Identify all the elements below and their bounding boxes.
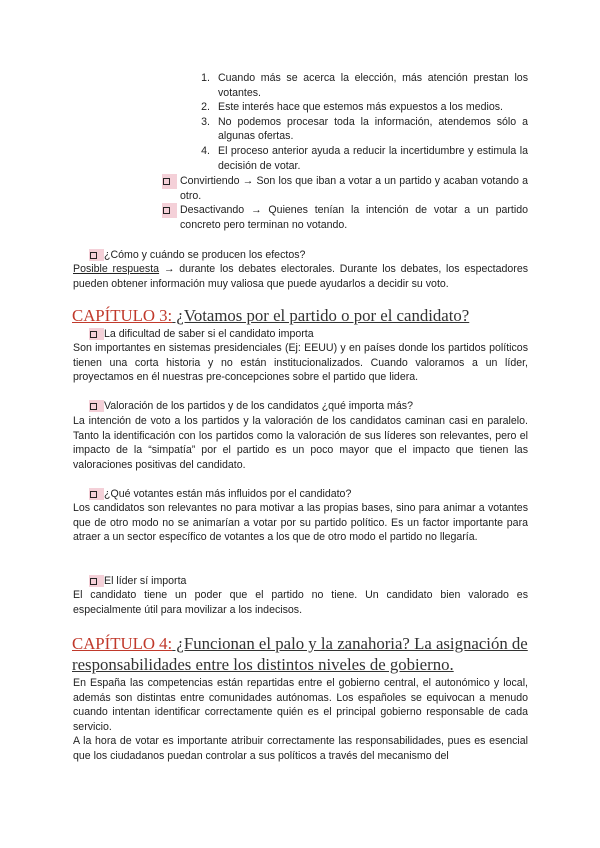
checkbox-icon — [89, 328, 104, 340]
paragraph-text: En España las competencias están repartidas entre el gobierno central, el autonómico y local, además son distintas entre comunidades autónomas. Los españoles se equivocan a menudo cuando intentan identificar correctamente quién es el principal gobierno responsable de cada servicio. — [73, 677, 528, 733]
numbered-list — [196, 71, 528, 173]
list-item — [163, 174, 528, 203]
checkbox-icon — [89, 575, 104, 587]
list-number: 1. — [201, 72, 210, 84]
chapter-title: ¿Funcionan el palo y la zanahoria? La asignación de responsabilidades entre los distintos niveles de gobierno. — [72, 634, 528, 674]
list-number: 3. — [201, 115, 210, 128]
checkbox-icon — [89, 488, 104, 500]
bullet-heading — [89, 248, 529, 263]
bullet-heading — [89, 327, 529, 342]
list-item — [196, 115, 528, 144]
list-item-text: Desactivando → Quienes tenían la intención de votar a un partido concreto pero terminan no votando. — [180, 204, 528, 231]
bullet-text: ¿Cómo y cuándo se producen los efectos? — [104, 249, 306, 261]
paragraph-text: La intención de voto a los partidos y la valoración de los candidatos caminan casi en paralelo. Tanto la identificación con los partidos como la valoración de sus líderes son relevantes, pero el impacto de la “simpatía” por el partido es un poco mayor que el impacto que tienen las valoraciones positivas del candidato. — [73, 415, 528, 471]
chapter-number: CAPÍTULO 3: — [72, 306, 173, 325]
list-item-text: No podemos procesar toda la información, atendemos sólo a algunas ofertas. — [218, 115, 528, 143]
paragraph — [73, 676, 528, 734]
paragraph-text: El candidato tiene un poder que el partido no tiene. Un candidato bien valorado es especialmente útil para movilizar a los indecisos. — [73, 589, 528, 616]
bullet-heading — [89, 574, 529, 589]
list-item — [196, 100, 528, 115]
paragraph — [73, 588, 528, 617]
bullet-text: El líder sí importa — [104, 575, 187, 587]
bullet-heading — [89, 399, 529, 414]
list-item — [196, 71, 528, 100]
list-number: 2. — [201, 101, 210, 114]
answer-text: → durante los debates electorales. Durante los debates, los espectadores pueden obtener información muy valiosa que puede ayudarlos a decidir su voto. — [73, 263, 529, 290]
checkbox-icon — [89, 400, 104, 412]
list-item-text: Este interés hace que estemos más expuestos a los medios. — [218, 101, 504, 114]
list-item-text: El proceso anterior ayuda a reducir la incertidumbre y estimula la decisión de votar. — [218, 144, 528, 172]
checkbox-icon — [162, 203, 177, 218]
list-item-text: Cuando más se acerca la elección, más atención prestan los votantes. — [218, 72, 528, 99]
paragraph-text: Los candidatos son relevantes no para motivar a las propias bases, sino para animar a votantes que de otro modo no se animarían a votar por su partido político. Es un factor importante para atraer a un sector específico de votantes a los que de otro modo el partido no llegaría. — [73, 502, 528, 544]
paragraph-text: A la hora de votar es importante atribuir correctamente las responsabilidades, pues es esencial que los ciudadanos puedan controlar a sus políticos a través del mecanismo del — [73, 735, 528, 762]
list-item-text: Convirtiendo → Son los que iban a votar a un partido y acaban votando a otro. — [180, 175, 528, 202]
chapter-heading — [72, 305, 532, 326]
checkbox-icon — [162, 174, 177, 189]
paragraph-text: Son importantes en sistemas presidenciales (Ej: EEUU) y en países donde los partidos políticos tienen una corta historia y no están institucionalizados. Cuando valoramos a un líder, proyectamos en él nuestras pre-concepciones sobre el partido que lidera. — [73, 342, 528, 384]
list-number: 4. — [201, 144, 210, 157]
list-item — [196, 144, 528, 173]
bullet-heading — [89, 487, 529, 502]
bullet-text: Valoración de los partidos y de los candidatos ¿qué importa más? — [104, 400, 413, 412]
sub-bullet-list — [163, 174, 528, 232]
checkbox-icon — [89, 249, 104, 261]
chapter-title: ¿Votamos por el partido o por el candidato? — [172, 306, 470, 325]
bullet-text: La dificultad de saber si el candidato importa — [104, 328, 314, 340]
bullet-text: ¿Qué votantes están más influidos por el candidato? — [104, 488, 352, 500]
chapter-number: CAPÍTULO 4: — [72, 634, 173, 653]
paragraph — [73, 501, 528, 545]
paragraph — [73, 414, 528, 472]
paragraph — [73, 262, 528, 291]
chapter-heading — [72, 633, 534, 675]
paragraph — [73, 734, 528, 763]
list-item — [163, 203, 528, 232]
paragraph — [73, 341, 528, 385]
answer-label: Posible respuesta — [73, 263, 160, 275]
